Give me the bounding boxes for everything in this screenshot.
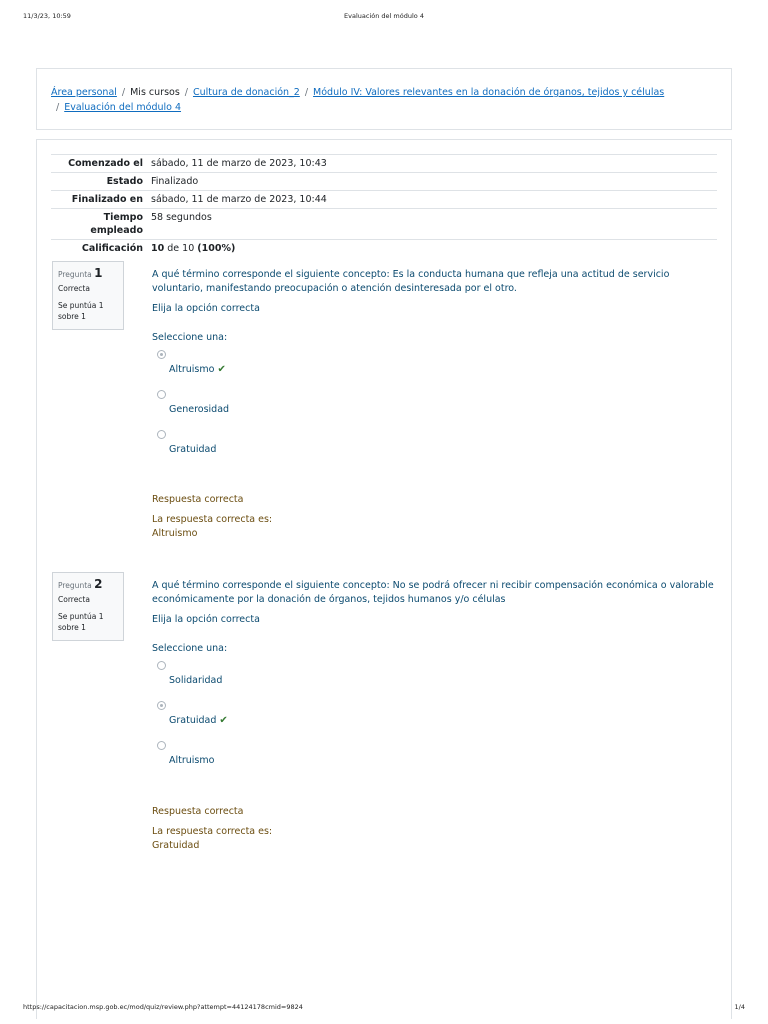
- question-label: Pregunta: [58, 581, 92, 590]
- quiz-review-card: [36, 139, 732, 1019]
- summary-row-time: [51, 209, 717, 240]
- answer-radio-1b[interactable]: [157, 390, 166, 399]
- answer-radio-2b[interactable]: [157, 701, 166, 710]
- breadcrumb: [51, 85, 711, 115]
- summary-label: Calificación: [81, 243, 143, 254]
- summary-label: Estado: [106, 176, 143, 187]
- right-answer-value: Gratuidad: [152, 840, 200, 851]
- check-icon: ✔: [217, 364, 226, 375]
- question-text-1: A qué término corresponde el siguiente concepto: Es la conducta humana que refleja una actitud de servicio voluntario, manifestando preocupación o atención desinteresada por el otro.: [152, 269, 670, 294]
- question-feedback-1: Respuesta correcta: [152, 494, 244, 505]
- answer-radio-2a[interactable]: [157, 661, 166, 670]
- answer-option-2c[interactable]: Altruismo: [169, 755, 215, 766]
- right-answer-1: [152, 513, 272, 541]
- question-number: 1: [94, 266, 103, 280]
- select-one-label-2: Seleccione una:: [152, 643, 228, 654]
- select-one-label-1: Seleccione una:: [152, 332, 228, 343]
- answer-radio-2c[interactable]: [157, 741, 166, 750]
- answer-radio-1a[interactable]: [157, 350, 166, 359]
- breadcrumb-mis-cursos: Mis cursos: [130, 87, 180, 98]
- print-title: Evaluación del módulo 4: [344, 12, 424, 20]
- answer-option-2b[interactable]: [169, 715, 228, 726]
- breadcrumb-separator: /: [56, 102, 60, 113]
- summary-row-finished: [51, 191, 717, 209]
- summary-row-state: [51, 173, 717, 191]
- print-url: https://capacitacion.msp.gob.ec/mod/quiz/review.php?attempt=44124178cmid=9824: [23, 1003, 303, 1011]
- grade-of: de 10: [167, 243, 195, 254]
- print-footer: [0, 1003, 768, 1015]
- answer-option-1c[interactable]: Gratuidad: [169, 444, 217, 455]
- summary-value: sábado, 11 de marzo de 2023, 10:44: [151, 194, 327, 205]
- summary-value: [151, 240, 717, 258]
- right-answer-2: [152, 825, 272, 853]
- question-number: 2: [94, 577, 103, 591]
- breadcrumb-separator: /: [121, 87, 126, 98]
- question-text-2: A qué término corresponde el siguiente concepto: No se podrá ofrecer ni recibir compensación económica o valorable económicamente por la donación de órganos, tejidos humanos y/o células: [152, 580, 714, 605]
- breadcrumb-area-personal[interactable]: Área personal: [51, 87, 117, 98]
- print-header: [0, 12, 768, 24]
- grade-score: 10: [151, 243, 165, 254]
- print-datetime: 11/3/23, 10:59: [23, 12, 71, 20]
- right-answer-label: La respuesta correcta es:: [152, 514, 273, 525]
- print-page-number: 1/4: [734, 1003, 745, 1011]
- summary-row-grade: [51, 240, 717, 258]
- question-prompt-2: Elija la opción correcta: [152, 614, 260, 625]
- answer-option-1b[interactable]: Generosidad: [169, 404, 230, 415]
- answer-option-2a[interactable]: Solidaridad: [169, 675, 223, 686]
- summary-value: sábado, 11 de marzo de 2023, 10:43: [151, 158, 327, 169]
- attempt-summary-table: [51, 154, 717, 257]
- right-answer-value: Altruismo: [152, 528, 198, 539]
- question-state: Correcta: [58, 595, 90, 604]
- question-grade: Se puntúa 1 sobre 1: [58, 301, 104, 321]
- question-feedback-2: Respuesta correcta: [152, 806, 244, 817]
- question-grade: Se puntúa 1 sobre 1: [58, 612, 104, 632]
- summary-label: Finalizado en: [71, 194, 143, 205]
- question-state: Correcta: [58, 284, 90, 293]
- breadcrumb-separator: /: [304, 87, 309, 98]
- answer-option-label: Altruismo: [169, 364, 215, 375]
- summary-label: Comenzado el: [68, 158, 143, 169]
- breadcrumb-card: [36, 68, 732, 130]
- breadcrumb-separator: /: [184, 87, 188, 98]
- summary-row-started: [51, 155, 717, 173]
- breadcrumb-quiz[interactable]: Evaluación del módulo 4: [64, 102, 182, 113]
- question-label: Pregunta: [58, 270, 92, 279]
- summary-label: Tiempo empleado: [90, 212, 143, 236]
- check-icon: ✔: [219, 715, 228, 726]
- breadcrumb-course[interactable]: Cultura de donación_2: [192, 87, 300, 98]
- summary-value: 58 segundos: [151, 212, 212, 223]
- right-answer-label: La respuesta correcta es:: [152, 826, 273, 837]
- question-info-2: [52, 572, 124, 641]
- grade-percent: (100%): [197, 243, 236, 254]
- answer-radio-1c[interactable]: [157, 430, 166, 439]
- question-prompt-1: Elija la opción correcta: [152, 303, 260, 314]
- summary-value: Finalizado: [151, 176, 199, 187]
- question-info-1: [52, 261, 124, 330]
- answer-option-label: Gratuidad: [169, 715, 217, 726]
- breadcrumb-module[interactable]: Módulo IV: Valores relevantes en la donación de órganos, tejidos y células: [313, 87, 665, 98]
- answer-option-1a[interactable]: [169, 364, 226, 375]
